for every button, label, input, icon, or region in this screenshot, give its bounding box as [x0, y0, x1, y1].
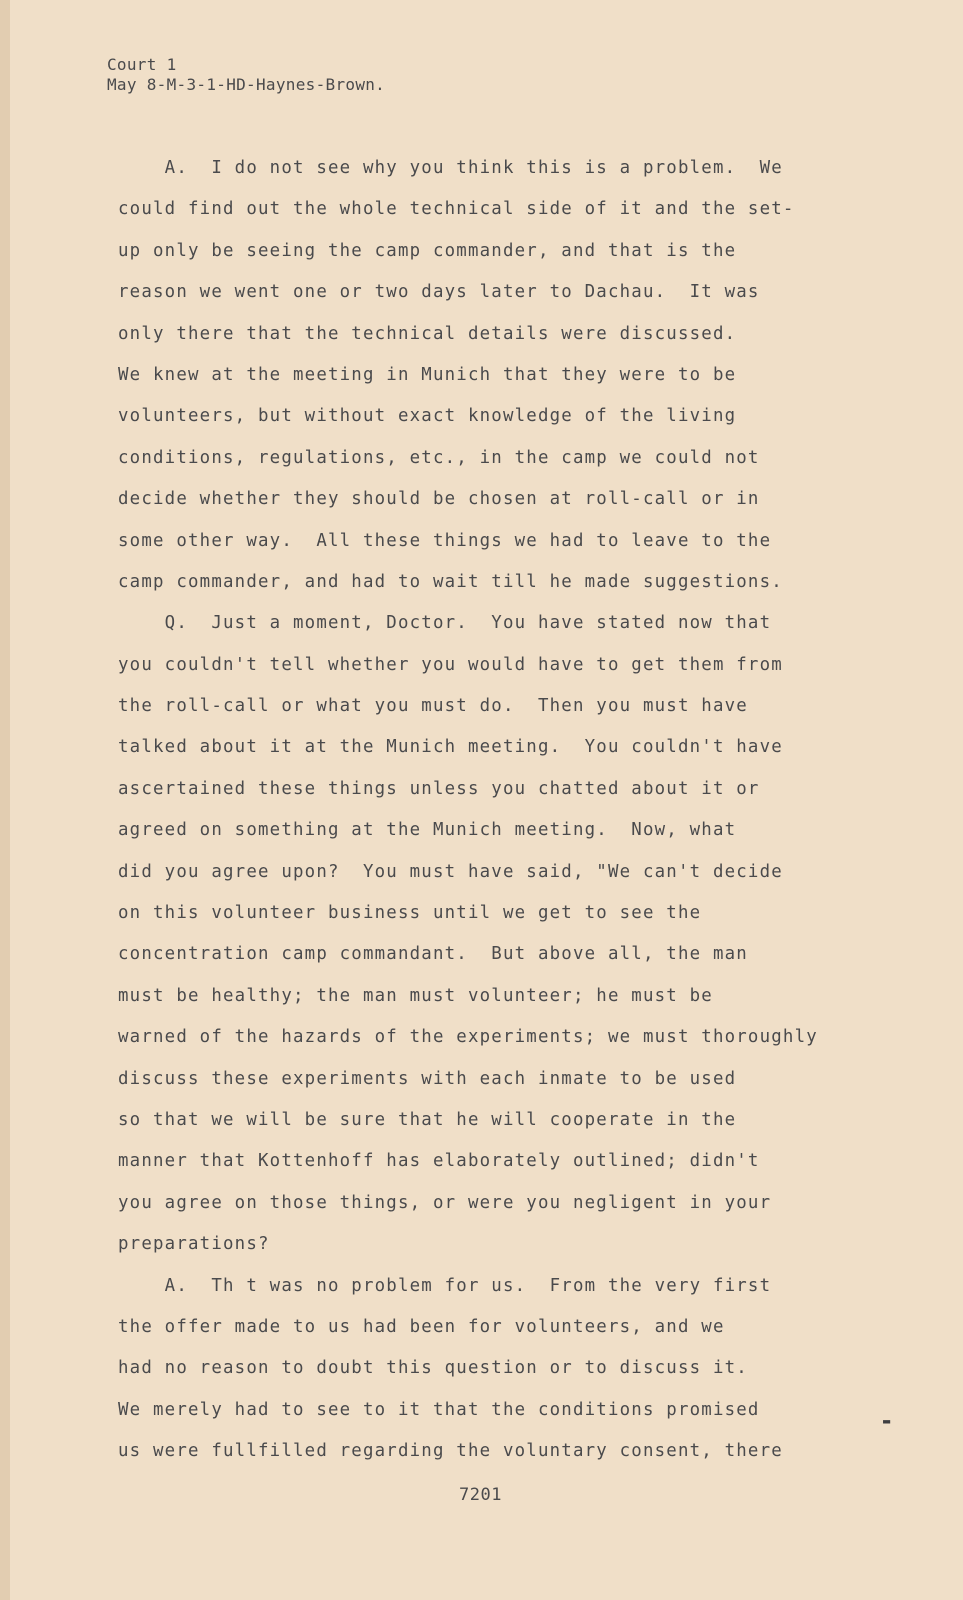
transcript-line: decide whether they should be chosen at roll-call or in — [118, 489, 760, 510]
transcript-line: discuss these experiments with each inmate to be used — [118, 1068, 737, 1089]
transcript-line: could find out the whole technical side of it and the set- — [118, 199, 795, 220]
transcript-line: agreed on something at the Munich meeting. Now, what — [118, 820, 737, 841]
ink-mark-icon: ▬ — [883, 1414, 891, 1428]
transcript-line: did you agree upon? You must have said, "We can't decide — [118, 861, 783, 882]
transcript-line: up only be seeing the camp commander, and that is the — [118, 240, 737, 261]
transcript-line: you couldn't tell whether you would have to get them from — [118, 654, 783, 675]
transcript-line: on this volunteer business until we get to see the — [118, 903, 702, 924]
transcript-line: the roll-call or what you must do. Then you must have — [118, 696, 748, 717]
transcript-line: must be healthy; the man must volunteer; he must be — [118, 985, 713, 1006]
transcript-line: manner that Kottenhoff has elaborately outlined; didn't — [118, 1151, 760, 1172]
transcript-line: us were fullfilled regarding the voluntary consent, there — [118, 1441, 783, 1462]
transcript-line: had no reason to doubt this question or to discuss it. — [118, 1358, 748, 1379]
paper-edge — [0, 0, 10, 1600]
transcript-body — [118, 148, 958, 1473]
document-header — [107, 55, 385, 95]
transcript-line: some other way. All these things we had to leave to the — [118, 530, 772, 551]
transcript-line: Q. Just a moment, Doctor. You have stated now that — [118, 613, 772, 634]
transcript-line: reason we went one or two days later to Dachau. It was — [118, 282, 760, 303]
transcript-line: concentration camp commandant. But above all, the man — [118, 944, 748, 965]
transcript-line: ascertained these things unless you chatted about it or — [118, 778, 760, 799]
transcript-line: so that we will be sure that he will cooperate in the — [118, 1109, 737, 1130]
transcript-line: A. I do not see why you think this is a problem. We — [118, 158, 783, 178]
court-label: Court 1 — [107, 55, 177, 74]
transcript-line: A. Th t was no problem for us. From the very first — [118, 1275, 772, 1296]
transcript-line: only there that the technical details were discussed. — [118, 323, 737, 344]
transcript-line: preparations? — [118, 1234, 270, 1255]
page-number: 7201 — [459, 1485, 502, 1505]
transcript-line: talked about it at the Munich meeting. You couldn't have — [118, 737, 783, 758]
transcript-line: camp commander, and had to wait till he made suggestions. — [118, 571, 783, 592]
transcript-line: the offer made to us had been for volunteers, and we — [118, 1316, 725, 1337]
transcript-line: warned of the hazards of the experiments; we must thoroughly — [118, 1027, 818, 1048]
session-reference: May 8-M-3-1-HD-Haynes-Brown. — [107, 75, 386, 94]
transcript-line: We knew at the meeting in Munich that they were to be — [118, 364, 737, 385]
transcript-line: We merely had to see to it that the conditions promised — [118, 1399, 760, 1420]
transcript-line: volunteers, but without exact knowledge of the living — [118, 406, 737, 427]
transcript-line: conditions, regulations, etc., in the camp we could not — [118, 447, 760, 468]
transcript-line: you agree on those things, or were you negligent in your — [118, 1192, 772, 1213]
